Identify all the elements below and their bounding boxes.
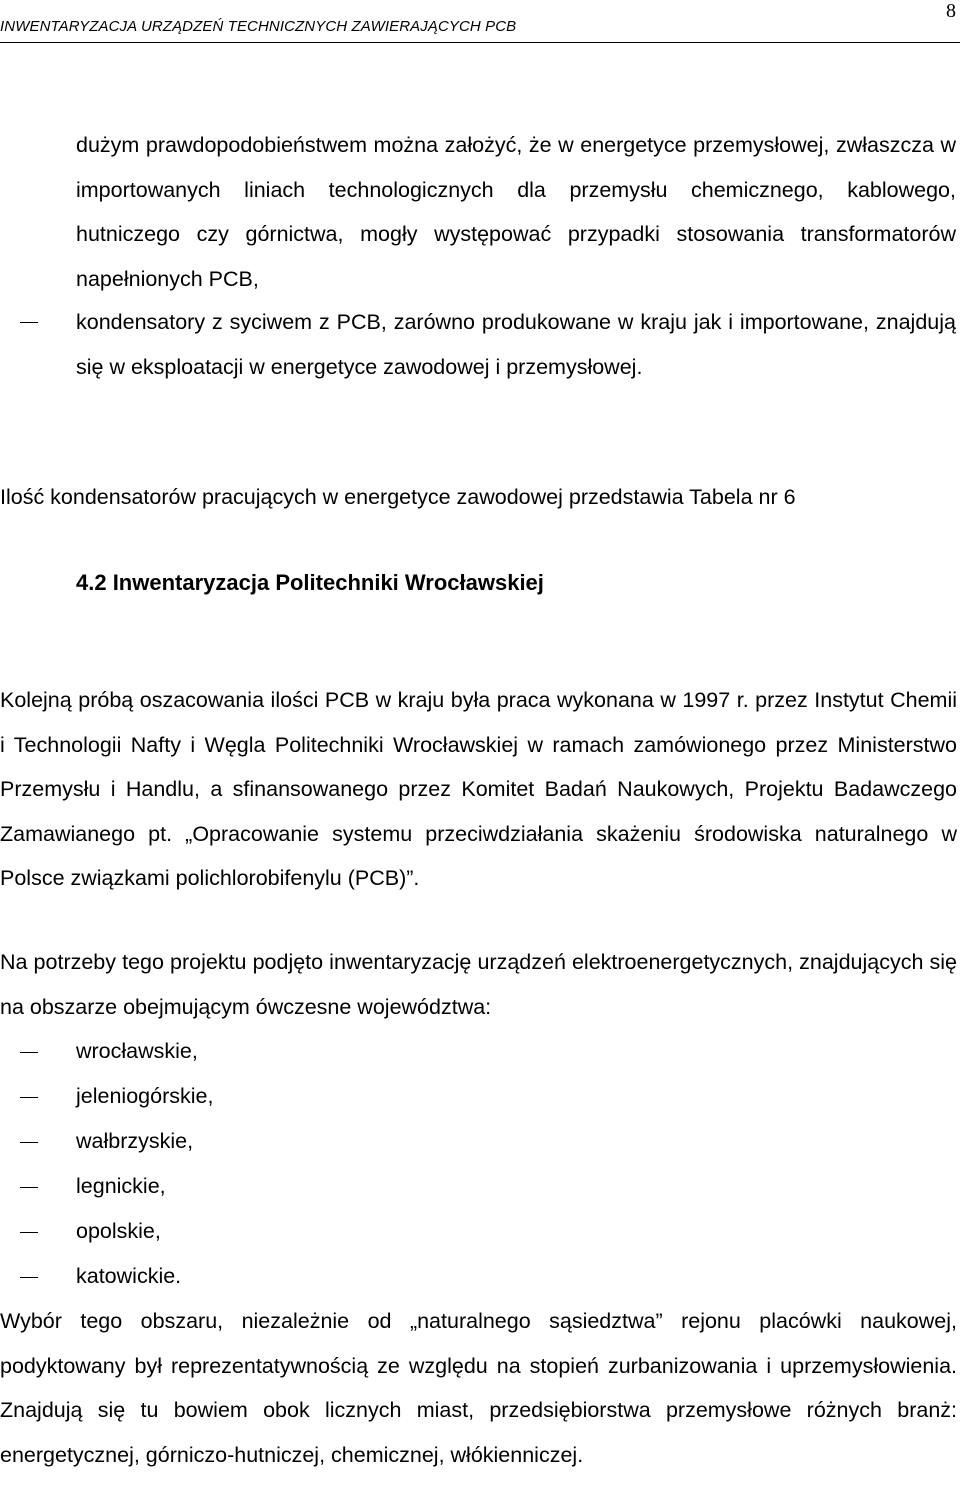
page-number: 8 <box>946 0 956 22</box>
paragraph-project: Kolejną próbą oszacowania ilości PCB w kraju była praca wykonana w 1997 r. przez Instytut Chemii i Technologii Nafty i Węgla Politechniki Wrocławskiej w ramach zamówionego przez Ministerstwo Przemysłu i Handlu, a sfinansowanego przez Komitet Badań Naukowych, Projektu Badawczego Zamawianego pt. „Opracowanie systemu przeciwdziałania skażeniu środowiska naturalnego w Polsce związkami polichlorobifenylu (PCB)”. <box>0 688 957 890</box>
list-item <box>0 1074 700 1119</box>
list-item <box>0 1164 700 1209</box>
running-header: INWENTARYZACJA URZĄDZEŃ TECHNICZNYCH ZAWIERAJĄCYCH PCB <box>0 18 517 35</box>
dash-bullet-icon <box>20 1232 38 1233</box>
list-item-label: opolskie, <box>76 1219 161 1243</box>
list-item-label: legnickie, <box>76 1174 166 1198</box>
region-list <box>0 1029 700 1299</box>
header-rule <box>0 42 960 43</box>
list-item <box>0 1029 700 1074</box>
dash-bullet-icon <box>20 1277 38 1278</box>
section-heading: 4.2 Inwentaryzacja Politechniki Wrocławskiej <box>76 570 544 595</box>
list-item <box>0 1254 700 1299</box>
list-item-label: wrocławskie, <box>76 1039 198 1063</box>
list-item-label: wałbrzyskie, <box>76 1129 194 1153</box>
list-item-label: jeleniogórskie, <box>76 1084 214 1108</box>
dash-bullet-icon <box>20 1052 38 1053</box>
list-item <box>0 1119 700 1164</box>
list-item-label: katowickie. <box>76 1264 182 1288</box>
dash-bullet-icon <box>20 1142 38 1143</box>
paragraph-inventory: Na potrzeby tego projektu podjęto inwentaryzację urządzeń elektroenergetycznych, znajdujących się na obszarze obejmującym ówczesne województwa: <box>0 950 957 1019</box>
dash-bullet-icon <box>20 1097 38 1098</box>
bullet-capacitors: kondensatory z syciwem z PCB, zarówno produkowane w kraju jak i importowane, znajdują się w eksploatacji w energetyce zawodowej i przemysłowej. <box>76 310 956 379</box>
dash-bullet-icon <box>20 1187 38 1188</box>
dash-bullet-icon <box>20 322 38 323</box>
list-item <box>0 1209 700 1254</box>
paragraph-choice: Wybór tego obszaru, niezależnie od „naturalnego sąsiedztwa” rejonu placówki naukowej, podyktowany był reprezentatywnością ze względu na stopień zurbanizowania i uprzemysłowienia. Znajdują się tu bowiem obok licznych miast, przedsiębiorstwa przemysłowe różnych branż: energetycznej, górniczo-hutniczej, chemicznej, włókienniczej. <box>0 1309 957 1467</box>
paragraph-continued: dużym prawdopodobieństwem można założyć, że w energetyce przemysłowej, zwłaszcza w importowanych liniach technologicznych dla przemysłu chemicznego, kablowego, hutniczego czy górnictwa, mogły występować przypadki stosowania transformatorów napełnionych PCB, <box>76 133 956 291</box>
summary-line: Ilość kondensatorów pracujących w energetyce zawodowej przedstawia Tabela nr 6 <box>0 485 796 509</box>
